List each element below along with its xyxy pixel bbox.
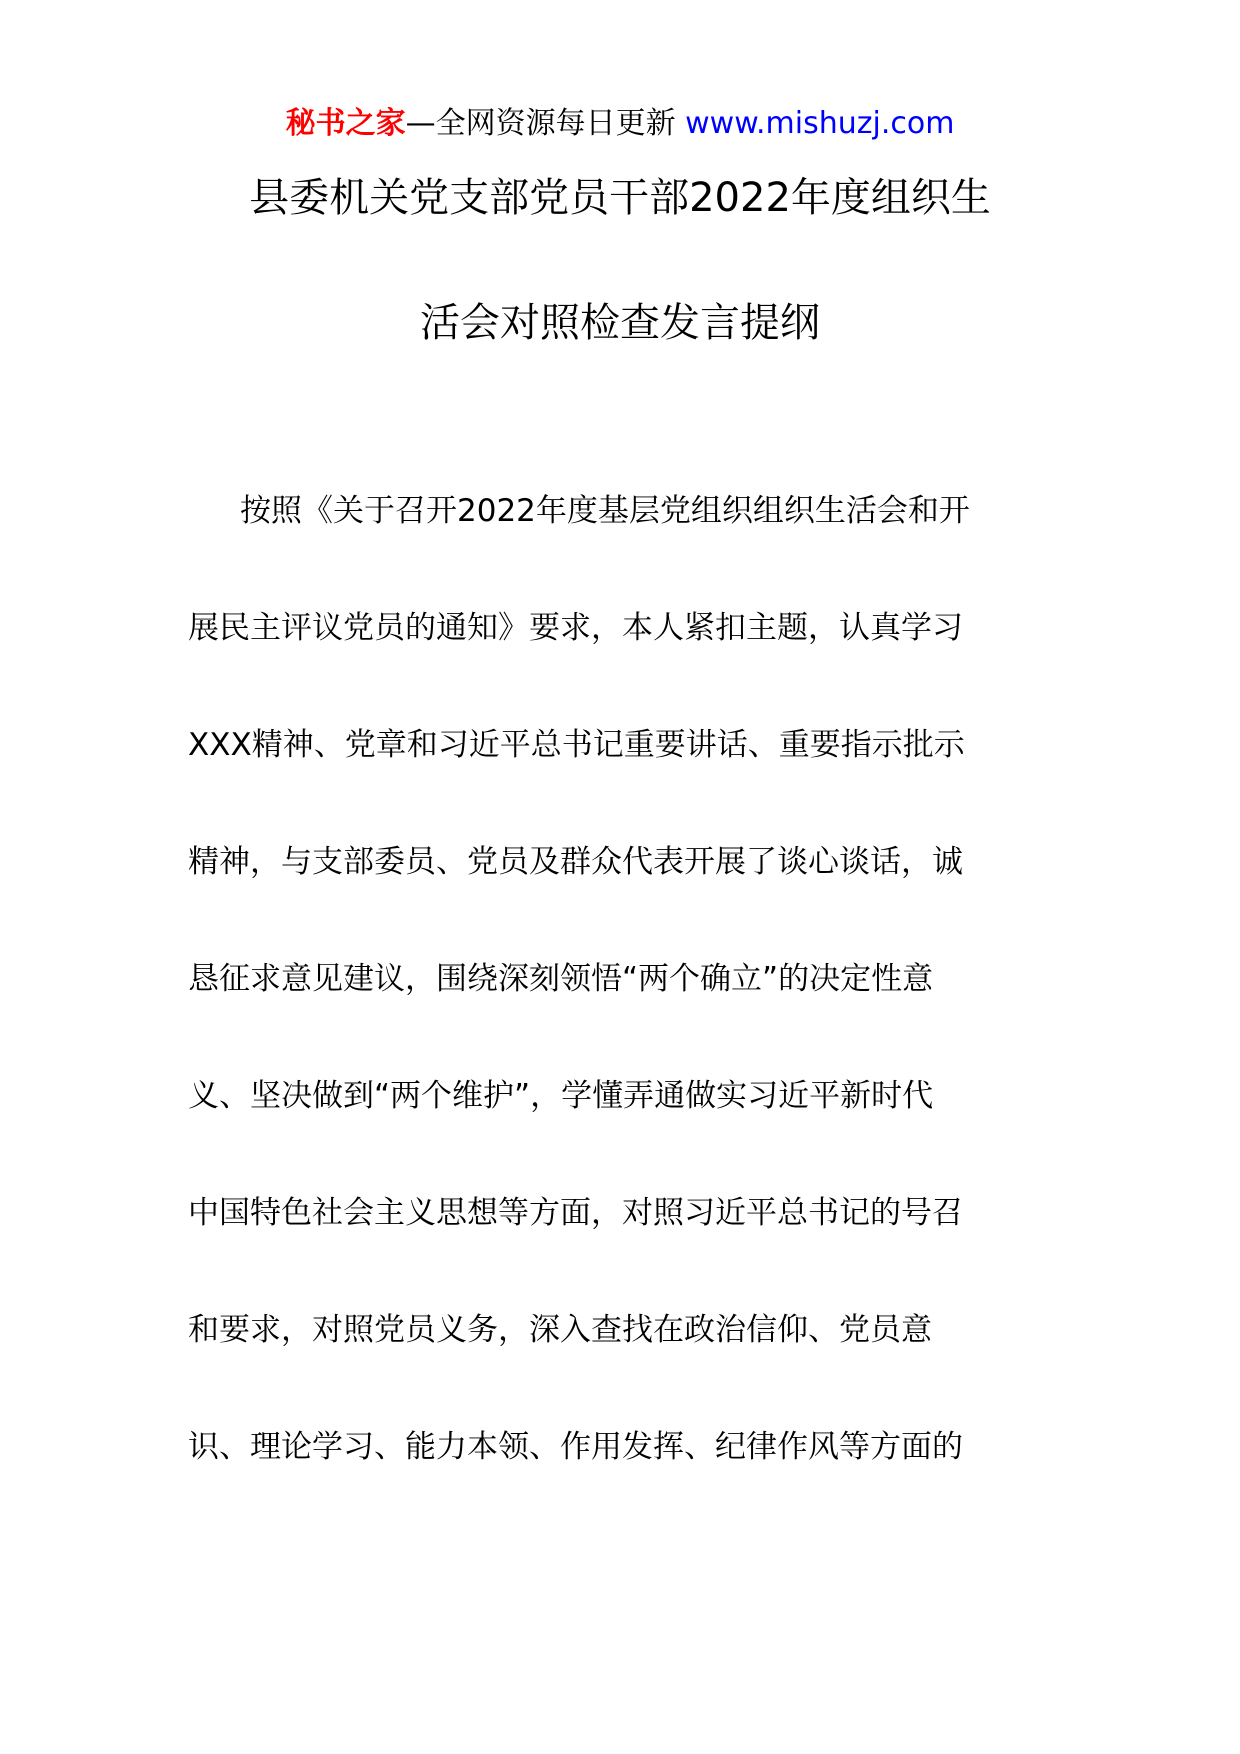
paragraph-line: 义、坚决做到“两个维护”，学懂弄通做实习近平新时代 bbox=[188, 1078, 934, 1114]
paragraph-line: 精神，与支部委员、党员及群众代表开展了谈心谈话，诚 bbox=[188, 844, 963, 880]
paragraph-line: XXX精神、党章和习近平总书记重要讲话、重要指示批示 bbox=[188, 727, 965, 763]
paragraph-line: 恳征求意见建议，围绕深刻领悟“两个确立”的决定性意 bbox=[188, 961, 934, 997]
paragraph-line: 识、理论学习、能力本领、作用发挥、纪律作风等方面的 bbox=[188, 1429, 963, 1465]
document-title-line-1: 县委机关党支部党员干部2022年度组织生 bbox=[249, 175, 991, 221]
site-name: 秘书之家 bbox=[285, 106, 406, 141]
site-tagline: —全网资源每日更新 bbox=[405, 106, 676, 141]
document-title-line-2: 活会对照检查发言提纲 bbox=[420, 300, 820, 346]
site-header bbox=[0, 102, 1240, 146]
paragraph-line: 和要求，对照党员义务，深入查找在政治信仰、党员意 bbox=[188, 1312, 932, 1348]
site-url-link[interactable]: www.mishuzj.com bbox=[685, 106, 955, 141]
paragraph-line: 展民主评议党员的通知》要求，本人紧扣主题，认真学习 bbox=[188, 610, 963, 646]
paragraph-line: 中国特色社会主义思想等方面，对照习近平总书记的号召 bbox=[188, 1195, 963, 1231]
paragraph-line: 按照《关于召开2022年度基层党组织组织生活会和开 bbox=[240, 493, 970, 529]
